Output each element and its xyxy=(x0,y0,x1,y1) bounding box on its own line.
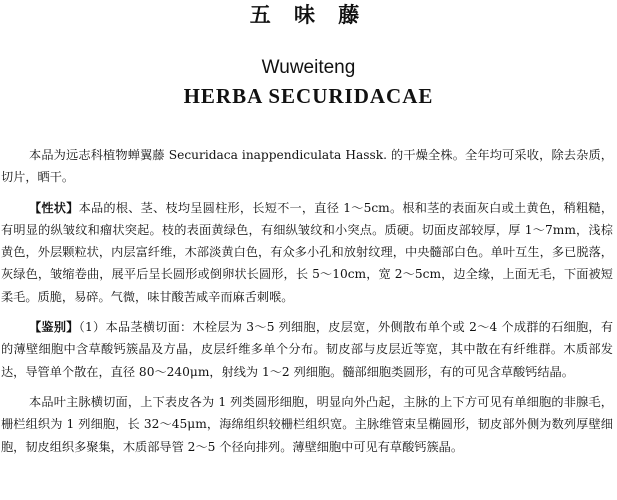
description-section xyxy=(1,197,613,308)
monograph-title-latin: HERBA SECURIDACAE xyxy=(183,84,434,108)
identification-section xyxy=(1,316,613,383)
description-text: 本品的根、茎、枝均呈圆柱形，长短不一，直径 1～5cm。根和茎的表面灰白或土黄色，稍粗糙，有明显的纵皱纹和瘤状突起。枝的表面黄绿色，有细纵皱纹和小突点。质硬。切面皮部较厚，厚 1～7mm，浅棕黄色，外层颗粒状，内层富纤维，木部淡黄白色，有众多小孔和放射纹理，中央髓部白色。单叶互生，多已脱落，灰绿色，皱缩卷曲，展平后呈长圆形或倒卵状长圆形，长 5～10cm，宽 2～5cm，边全缘，上面无毛，下面被短柔毛。质脆，易碎。气微，味甘酸苦咸辛而麻舌刺喉。 xyxy=(1,200,614,304)
monograph-title-pinyin: Wuweiteng xyxy=(261,57,356,78)
identification-text-stem: （1）本品茎横切面：木栓层为 3～5 列细胞，皮层宽，外侧散布单个或 2～4 个成群的石细胞，有的薄壁细胞中含草酸钙簇晶及方晶，皮层纤维多单个分布。韧皮部与皮层近等宽，其中散在有纤维群。木质部发达，导管单个散在，直径 80～240μm，射线为 1～2 列细胞。髓部细胞类圆形，有的可见含草酸钙结晶。 xyxy=(1,320,614,379)
monograph-title-chinese: 五 味 藤 xyxy=(249,2,368,27)
monograph-body xyxy=(1,144,613,466)
identification-leaf-paragraph: 本品叶主脉横切面，上下表皮各为 1 列类圆形细胞，明显向外凸起，主脉的上下方可见有单细胞的非腺毛，栅栏组织为 1 列细胞，长 32～45μm，海绵组织较栅栏组织宽。主脉维管束呈椭圆形，韧皮部外侧为数列厚壁细胞，韧皮组织多聚集，木质部导管 2～5 个径向排列。薄壁细胞中可见有草酸钙簇晶。 xyxy=(1,394,613,454)
description-heading: 【性状】 xyxy=(29,200,79,215)
intro-paragraph: 本品为远志科植物蝉翼藤 Securidaca inappendiculata Hassk. 的干燥全株。全年均可采收，除去杂质，切片，晒干。 xyxy=(1,148,613,185)
identification-heading: 【鉴别】 xyxy=(29,320,79,335)
